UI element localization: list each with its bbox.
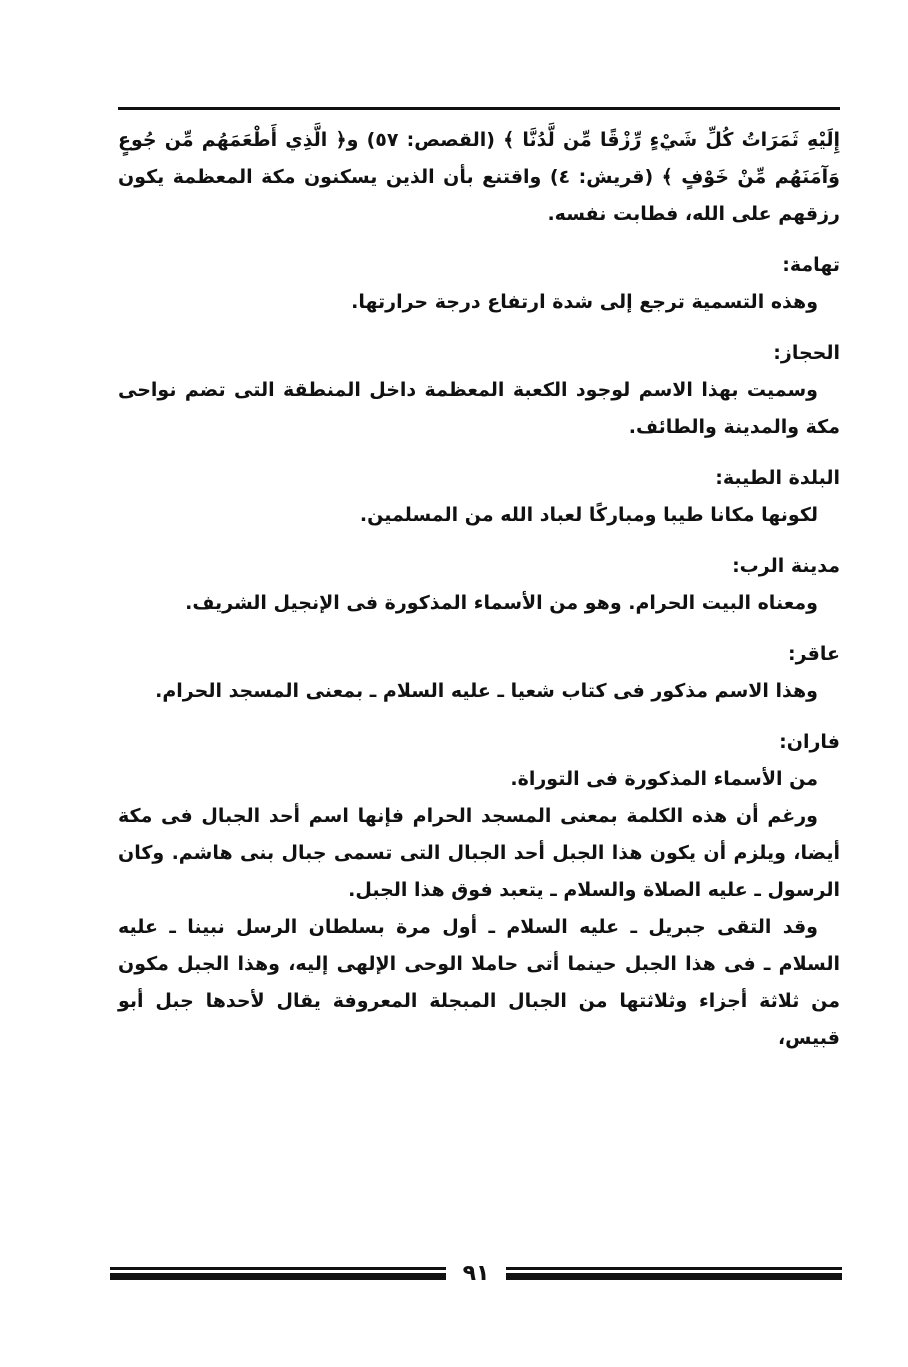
opening-paragraph: إِلَيْهِ ثَمَرَاتُ كُلِّ شَيْءٍ رِّزْقًا مِّن لَّدُنَّا ﴾ (القصص: ٥٧) و﴿ الَّذِي أَطْعَمَهُم مِّن جُوعٍ وَآمَنَهُم مِّنْ خَوْفٍ ﴾ (قريش: ٤) واقتنع بأن الذين يسكنون مكة المعظمة يكون رزقهم على الله، فطابت نفسه. (118, 129, 840, 225)
footer-rule-right (506, 1267, 842, 1280)
header-rule (118, 107, 840, 110)
rule-thin (506, 1267, 842, 1270)
section-madinat-alrab (118, 548, 840, 622)
section-paragraph: ورغم أن هذه الكلمة بمعنى المسجد الحرام فإنها اسم أحد الجبال فى مكة أيضا، ويلزم أن يكون هذا الجبل أحد الجبال التى تسمى جبال بنى هاشم. وكان الرسول ـ عليه الصلاة والسلام ـ يتعبد فوق هذا الجبل. (118, 805, 840, 901)
section-paragraph: من الأسماء المذكورة فى التوراة. (510, 768, 818, 790)
section-paragraph: وهذا الاسم مذكور فى كتاب شعيا ـ عليه السلام ـ بمعنى المسجد الحرام. (155, 680, 818, 702)
section-heading: تهامة: (782, 254, 840, 276)
section-paragraph: وقد التقى جبريل ـ عليه السلام ـ أول مرة بسلطان الرسل نبينا ـ عليه السلام ـ فى هذا الجبل حينما أتى حاملا الوحى الإلهى إليه، وهذا الجبل مكون من ثلاثة أجزاء وثلاثتها من الجبال المبجلة المعروفة يقال لأحدها جبل أبو قبيس، (118, 916, 840, 1049)
rule-thin (110, 1267, 446, 1270)
page-number: ٩١ (462, 1260, 490, 1286)
footer-rule-left (110, 1267, 446, 1280)
section-faran (118, 724, 840, 1057)
rule-thick (110, 1273, 446, 1280)
page-body (118, 122, 840, 1057)
section-heading: عاقر: (788, 643, 840, 665)
section-heading: مدينة الرب: (732, 555, 840, 577)
section-heading: البلدة الطيبة: (715, 467, 840, 489)
page-footer (110, 1262, 842, 1284)
section-paragraph: ومعناه البيت الحرام. وهو من الأسماء المذكورة فى الإنجيل الشريف. (185, 592, 818, 614)
section-heading: الحجاز: (773, 342, 840, 364)
section-aqir (118, 636, 840, 710)
section-balda-tayyiba (118, 460, 840, 534)
section-hijaz (118, 335, 840, 446)
section-tihama (118, 247, 840, 321)
section-paragraph: وسميت بهذا الاسم لوجود الكعبة المعظمة داخل المنطقة التى تضم نواحى مكة والمدينة والطائف. (118, 379, 840, 438)
rule-thick (506, 1273, 842, 1280)
section-heading: فاران: (779, 731, 840, 753)
section-paragraph: وهذه التسمية ترجع إلى شدة ارتفاع درجة حرارتها. (351, 291, 818, 313)
section-paragraph: لكونها مكانا طيبا ومباركًا لعباد الله من المسلمين. (359, 504, 818, 526)
